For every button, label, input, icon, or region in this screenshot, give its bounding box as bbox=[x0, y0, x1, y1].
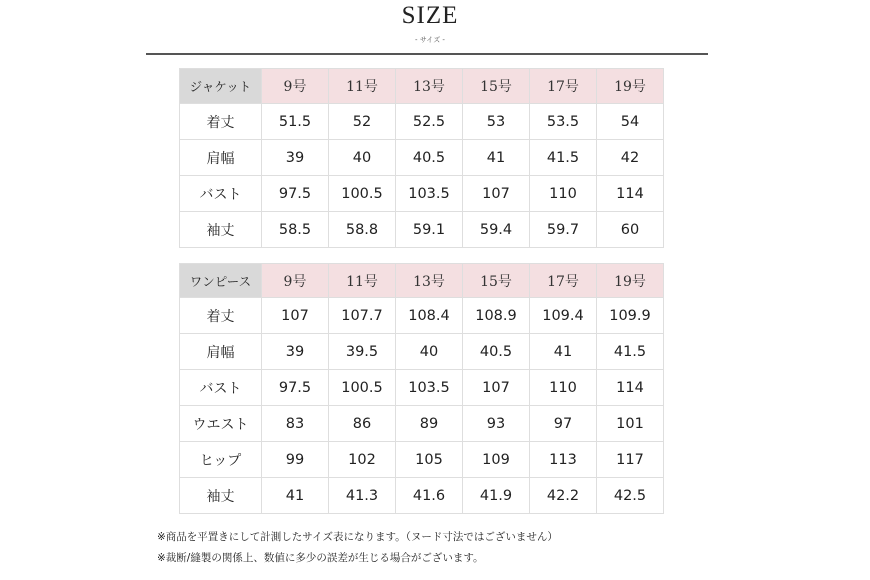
size-header-cell: 15号 bbox=[463, 264, 530, 298]
size-header-cell: 11号 bbox=[329, 69, 396, 104]
measurement-value: 53.5 bbox=[530, 104, 597, 140]
measurement-value: 83 bbox=[262, 406, 329, 442]
measurement-value: 97.5 bbox=[262, 370, 329, 406]
measurement-value: 105 bbox=[396, 442, 463, 478]
page-title: SIZE bbox=[401, 2, 459, 29]
measurement-label: ウエスト bbox=[180, 406, 262, 442]
measurement-label: 袖丈 bbox=[180, 212, 262, 248]
table-row bbox=[180, 176, 664, 212]
onepiece-size-table bbox=[179, 263, 664, 514]
onepiece-header-row bbox=[180, 264, 664, 298]
measurement-value: 103.5 bbox=[396, 370, 463, 406]
measurement-value: 97 bbox=[530, 406, 597, 442]
measurement-label: 着丈 bbox=[180, 104, 262, 140]
measurement-value: 102 bbox=[329, 442, 396, 478]
measurement-value: 114 bbox=[597, 370, 664, 406]
measurement-value: 42.5 bbox=[597, 478, 664, 514]
measurement-value: 41.6 bbox=[396, 478, 463, 514]
size-header-cell: 19号 bbox=[597, 69, 664, 104]
jacket-header-row bbox=[180, 69, 664, 104]
measurement-value: 59.7 bbox=[530, 212, 597, 248]
measurement-value: 59.1 bbox=[396, 212, 463, 248]
table-row bbox=[180, 442, 664, 478]
measurement-value: 89 bbox=[396, 406, 463, 442]
measurement-value: 39.5 bbox=[329, 334, 396, 370]
measurement-value: 100.5 bbox=[329, 176, 396, 212]
size-header-cell: 19号 bbox=[597, 264, 664, 298]
measurement-label: 袖丈 bbox=[180, 478, 262, 514]
table-row bbox=[180, 334, 664, 370]
size-header-cell: 9号 bbox=[262, 264, 329, 298]
measurement-value: 109 bbox=[463, 442, 530, 478]
size-header-cell: 11号 bbox=[329, 264, 396, 298]
measurement-label: 肩幅 bbox=[180, 334, 262, 370]
table-row bbox=[180, 298, 664, 334]
measurement-value: 39 bbox=[262, 334, 329, 370]
measurement-value: 86 bbox=[329, 406, 396, 442]
measurement-value: 40 bbox=[329, 140, 396, 176]
table-row bbox=[180, 478, 664, 514]
measurement-value: 41 bbox=[530, 334, 597, 370]
measurement-value: 109.9 bbox=[597, 298, 664, 334]
measurement-value: 117 bbox=[597, 442, 664, 478]
measurement-value: 110 bbox=[530, 370, 597, 406]
measurement-value: 52 bbox=[329, 104, 396, 140]
measurement-label: 着丈 bbox=[180, 298, 262, 334]
measurement-value: 107 bbox=[463, 176, 530, 212]
measurement-value: 60 bbox=[597, 212, 664, 248]
size-header-cell: 15号 bbox=[463, 69, 530, 104]
table-row bbox=[180, 212, 664, 248]
measurement-value: 41.5 bbox=[597, 334, 664, 370]
measurement-value: 108.4 bbox=[396, 298, 463, 334]
measurement-value: 108.9 bbox=[463, 298, 530, 334]
measurement-value: 58.5 bbox=[262, 212, 329, 248]
measurement-value: 107 bbox=[463, 370, 530, 406]
measurement-value: 42.2 bbox=[530, 478, 597, 514]
measurement-value: 42 bbox=[597, 140, 664, 176]
page-subtitle: - サイズ - bbox=[415, 36, 445, 44]
measurement-value: 103.5 bbox=[396, 176, 463, 212]
onepiece-category-label: ワンピース bbox=[180, 264, 262, 298]
measurement-value: 39 bbox=[262, 140, 329, 176]
jacket-size-table bbox=[179, 68, 664, 248]
measurement-label: ヒップ bbox=[180, 442, 262, 478]
measurement-value: 40 bbox=[396, 334, 463, 370]
measurement-value: 41 bbox=[262, 478, 329, 514]
measurement-value: 40.5 bbox=[396, 140, 463, 176]
measurement-value: 113 bbox=[530, 442, 597, 478]
table-row bbox=[180, 406, 664, 442]
size-header-cell: 13号 bbox=[396, 264, 463, 298]
measurement-value: 99 bbox=[262, 442, 329, 478]
size-header-cell: 9号 bbox=[262, 69, 329, 104]
measurement-value: 51.5 bbox=[262, 104, 329, 140]
size-header-cell: 13号 bbox=[396, 69, 463, 104]
measurement-value: 58.8 bbox=[329, 212, 396, 248]
measurement-value: 101 bbox=[597, 406, 664, 442]
measurement-value: 109.4 bbox=[530, 298, 597, 334]
measurement-value: 40.5 bbox=[463, 334, 530, 370]
measurement-value: 53 bbox=[463, 104, 530, 140]
measurement-value: 41.9 bbox=[463, 478, 530, 514]
jacket-category-label: ジャケット bbox=[180, 69, 262, 104]
measurement-value: 41.3 bbox=[329, 478, 396, 514]
measurement-value: 54 bbox=[597, 104, 664, 140]
measurement-label: 肩幅 bbox=[180, 140, 262, 176]
measurement-value: 52.5 bbox=[396, 104, 463, 140]
table-row bbox=[180, 140, 664, 176]
measurement-label: バスト bbox=[180, 176, 262, 212]
size-header-cell: 17号 bbox=[530, 69, 597, 104]
measurement-value: 107 bbox=[262, 298, 329, 334]
measurement-value: 110 bbox=[530, 176, 597, 212]
measurement-label: バスト bbox=[180, 370, 262, 406]
tolerance-note: ※裁断/縫製の関係上、数値に多少の誤差が生じる場合がございます。 bbox=[157, 552, 484, 564]
measurement-value: 93 bbox=[463, 406, 530, 442]
measurement-value: 107.7 bbox=[329, 298, 396, 334]
table-row bbox=[180, 370, 664, 406]
table-row bbox=[180, 104, 664, 140]
measurement-value: 100.5 bbox=[329, 370, 396, 406]
measurement-value: 59.4 bbox=[463, 212, 530, 248]
measurement-value: 97.5 bbox=[262, 176, 329, 212]
measurement-value: 41.5 bbox=[530, 140, 597, 176]
title-divider bbox=[146, 53, 708, 55]
size-header-cell: 17号 bbox=[530, 264, 597, 298]
measurement-note: ※商品を平置きにして計測したサイズ表になります。（ヌード寸法ではございません） bbox=[157, 531, 558, 543]
measurement-value: 114 bbox=[597, 176, 664, 212]
measurement-value: 41 bbox=[463, 140, 530, 176]
